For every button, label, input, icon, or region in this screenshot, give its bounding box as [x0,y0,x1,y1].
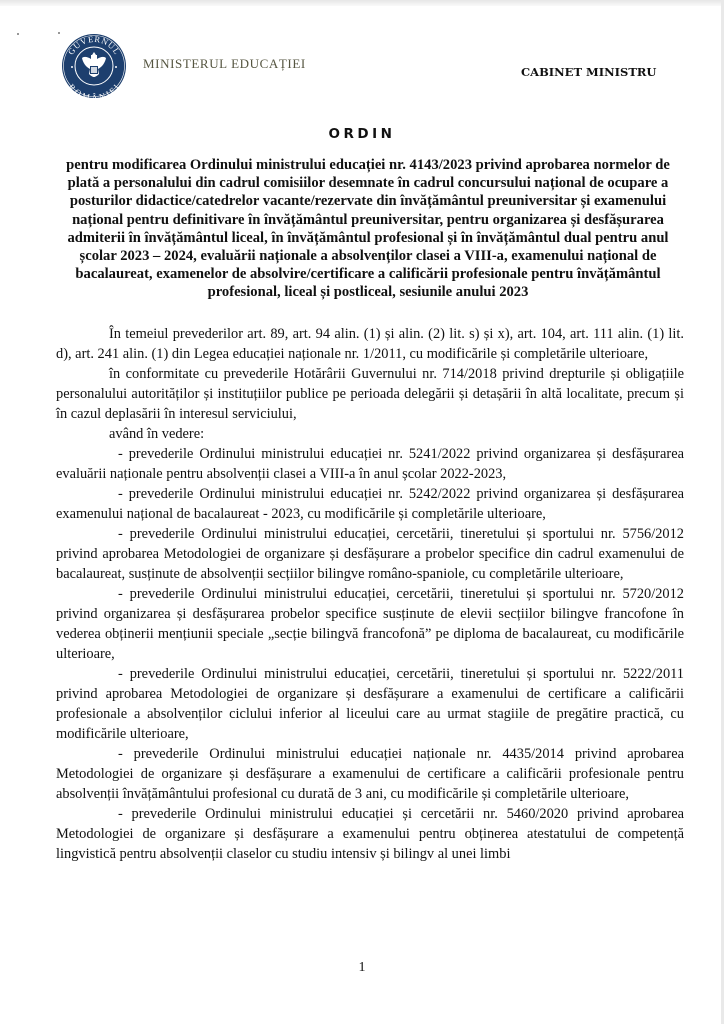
considering-label: având în vedere: [109,426,205,442]
consideration-item: - prevederile Ordinului ministrului educației naționale nr. 4435/2014 privind aprobarea Metodologiei de organizare și desfășurare a examenului de certificare a calificării profesionale pentru absolvenții învățământului profesional cu durată de 3 ani, cu modificările și completările ulterioare, [56,746,684,802]
document-body [56,324,684,864]
svg-text:GUVERNUL: GUVERNUL [65,33,123,57]
svg-text:ROMÂNIEI: ROMÂNIEI [66,81,122,99]
scan-top-edge [0,0,724,6]
document-type-heading: ORDIN [328,126,396,142]
page-number: 1 [358,960,366,975]
consideration-item: - prevederile Ordinului ministrului educației nr. 5241/2022 privind organizarea și desfășurarea evaluării naționale pentru absolvenții clasei a VIII-a în anul școlar 2022-2023, [56,446,684,482]
consideration-item: - prevederile Ordinului ministrului educației, cercetării, tineretului și sportului nr. 5222/2011 privind aprobarea Metodologiei de organizare și desfășurare a examenului de certificare a calificării profesionale a absolvenților ciclului inferior al liceului care au urmat stagiile de pregătire practică, cu modificările ulterioare, [56,666,684,742]
legal-basis-paragraph: În temeiul prevederilor art. 89, art. 94 alin. (1) și alin. (2) lit. s) și x), art. 104, art. 111 alin. (1) lit. d), art. 241 alin. (1) din Legea educației naționale nr. 1/2011, cu modificările și completările ulterioare, [56,326,684,362]
scan-speck [17,33,19,35]
ministry-name: MINISTERUL EDUCAȚIEI [143,56,306,71]
government-seal-logo [61,33,127,99]
scan-speck [58,32,60,34]
compliance-paragraph: în conformitate cu prevederile Hotărârii Guvernului nr. 714/2018 privind drepturile și obligațiile personalului autorităților și instituțiilor publice pe perioada delegării și detașării în altă localitate, precum și în cazul deplasării în interesul serviciului, [56,366,684,422]
consideration-item: - prevederile Ordinului ministrului educației nr. 5242/2022 privind organizarea și desfășurarea examenului național de bacalaureat - 2023, cu modificările și completările ulterioare, [56,486,684,522]
department-label: CABINET MINISTRU [521,65,657,79]
coat-of-arms-icon [61,33,127,99]
consideration-item: - prevederile Ordinului ministrului educației, cercetării, tineretului și sportului nr. 5720/2012 privind organizarea și desfășurarea probelor specifice susținute de elevii secțiilor bilingve francofone în vederea obținerii mențiunii speciale „secție bilingvă francofonă” pe diploma de bacalaureat, cu modificările ulterioare, [56,586,684,662]
consideration-item: - prevederile Ordinului ministrului educației, cercetării, tineretului și sportului nr. 5756/2012 privind aprobarea Metodologiei de organizare și desfășurare a probelor specifice din cadrul examenului de bacalaureat, susținute de absolvenții secțiilor bilingve româno-spaniole, cu completările ulterioare, [56,526,684,582]
document-title: pentru modificarea Ordinului ministrului educației nr. 4143/2023 privind aprobarea normelor de plată a personalului din cadrul comisiilor desemnate în cadrul concursului național de ocupare a posturilor didactice/catedrelor vacante/rezervate din învățământul preuniversitar și examenului național pentru definitivare în învățământul preuniversitar, pentru organizarea și desfășurarea admiterii în învățământul liceal, în învățământul profesional și în învățământul dual pentru anul școlar 2023 – 2024, evaluării naționale a absolvenților clasei a VIII-a, examenului național de bacalaureat, examenelor de absolvire/certificare a calificării profesionale pentru învățământul profesional, liceal și postliceal, sesiunile anului 2023 [66,157,670,301]
consideration-item: - prevederile Ordinului ministrului educației și cercetării nr. 5460/2020 privind aprobarea Metodologiei de organizare și desfășurare a examenului pentru obținerea atestatului de competență lingvistică pentru absolvenții claselor cu studiu intensiv și bilingv al unei limbi [56,806,684,862]
